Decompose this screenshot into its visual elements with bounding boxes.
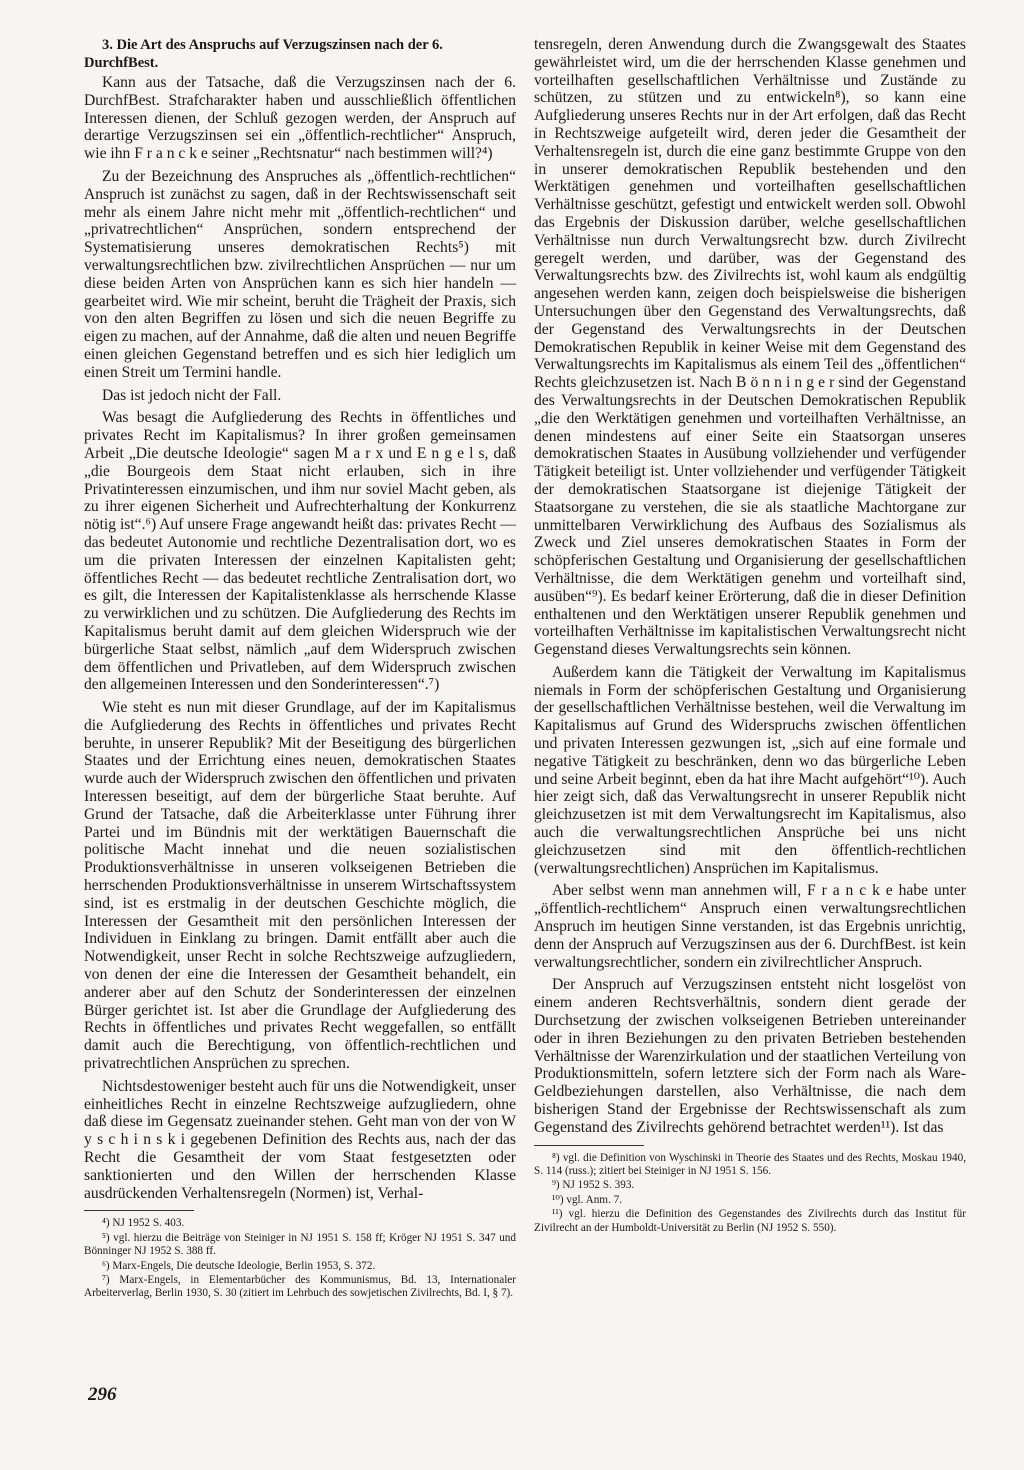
footnote: ⁸) vgl. die Definition von Wyschinski in Theorie des Staates und des Rechts, Moskau 1940, S. 114 (russ.); zitiert bei Steiniger in NJ 1951 S. 156. — [534, 1151, 966, 1178]
body-paragraph: Wie steht es nun mit dieser Grundlage, auf der im Kapitalismus die Aufgliederung des Rechts in öffentliches und privates Recht beruhte, in unserer Republik? Mit der Beseitigung des bürgerlichen Staates und der Errichtung eines neuen, demokratischen Staates wurde auch der Widerspruch zwischen den öffentlichen und privaten Interessen beseitigt, auf dem der bürgerliche Staat beruhte. Auf Grund der Tatsache, daß die Arbeiterklasse unter Führung ihrer Partei und im Bündnis mit der werktätigen Bauernschaft die politische Macht innehat und die neuen sozialistischen Produktionsverhältnisse in unseren volkseigenen Betrieben die herrschenden Produktionsverhältnisse in unserem Wirtschaftssystem sind, ist es erstmalig in der deutschen Geschichte möglich, die Interessen der Gesamtheit mit den persönlichen Interessen der Individuen in Einklang zu bringen. Damit entfällt aber auch die Notwendigkeit, unser Recht in solche Rechtszweige aufzugliedern, von denen der eine die Interessen der Gesamtheit behandelt, ein anderer aber auf den Schutz der Sonderinteressen der einzelnen Bürger gerichtet ist. Ist aber die Grundlage der Aufgliederung des Rechts in öffentliches und privates Recht weggefallen, so entfällt damit auch die Berechtigung, von öffentlich-rechtlichen und privatrechtlichen Ansprüchen zu sprechen. — [84, 699, 516, 1073]
footnote: ⁷) Marx-Engels, in Elementarbücher des Kommunismus, Bd. 13, Internationaler Arbeiterverlag, Berlin 1930, S. 30 (zitiert im Lehrbuch des sowjetischen Zivilrechts, Bd. I, § 7). — [84, 1274, 516, 1300]
body-paragraph: tensregeln, deren Anwendung durch die Zwangsgewalt des Staates gewährleistet wird, um die der herrschenden Klasse genehmen und vorteilhaften gesellschaftlichen Verhältnisse und Zustände zu schützen, zu stützen und zu entwickeln⁸), so kann eine Aufgliederung unseres Rechts nur in der Art erfolgen, daß das Recht in Rechtszweige aufgeteilt wird, deren jeder die Gesamtheit der Verhaltensregeln ist, durch die eine ganz bestimmte Gruppe von den in unserer demokratischen Republik bestehenden und den Werktätigen genehmen und vorteilhaften gesellschaftlichen Verhältnisse geschützt, gefestigt und entwickelt werden soll. Obwohl das Ergebnis der Diskussion darüber, welche gesellschaftlichen Verhältnisse nun durch Verwaltungsrecht bzw. durch Zivilrecht geregelt werden, und darüber, was der Gegenstand des Verwaltungsrechts bzw. des Zivilrechts ist, wohl kaum als endgültig angesehen werden kann, zeigen doch beispielsweise die bisherigen Untersuchungen über den Gegenstand des Verwaltungsrechts, daß der Gegenstand des Verwaltungsrechts in der Deutschen Demokratischen Republik in keiner Weise mit dem Gegenstand des Verwaltungsrechts im Kapitalismus als einem Teil des „öffentlichen“ Rechts gleichzusetzen ist. Nach B ö n n i n g e r sind der Gegenstand des Verwaltungsrechts in der Deutschen Demokratischen Republik „die den Werktätigen genehmen und vorteilhaften Verhältnisse, an denen mindestens auf einer Seite ein Staatsorgan unseres demokratischen Staates in Ausübung vollziehender und verfügender Tätigkeit beteiligt ist. Unter vollziehender und verfügender Tätigkeit der demokratischen Staatsorgane ist diejenige Tätigkeit der Staatsorgane zu verstehen, die sie als staatliche Machtorgane zur unmittelbaren Verwirklichung des Aufbaus des Sozialismus als Zweck und Ziel unseres demokratischen Staates in Form der schöpferischen Gestaltung und Organisierung der gesellschaftlichen Verhältnisse, die dem Werktätigen genehm und vorteilhaft sind, ausüben“⁹). Es bedarf keiner Erörterung, daß die in dieser Definition enthaltenen und den Werktätigen unserer Republik genehmen und vorteilhaften Verhältnisse im kapitalistischen Verwaltungsrecht nicht Gegenstand dieses Verwaltungsrechts sein können. — [534, 36, 966, 659]
body-paragraph: Außerdem kann die Tätigkeit der Verwaltung im Kapitalismus niemals in Form der schöpferischen Gestaltung und Organisierung der gesellschaftlichen Verhältnisse bestehen, weil die Verwaltung im Kapitalismus auf Grund des Widerspruchs zwischen öffentlichen und privaten Interessen gezwungen ist, „sich auf eine formale und negative Tätigkeit zu beschränken, denn wo das bürgerliche Leben und seine Arbeit beginnt, eben da hat ihre Macht aufgehört“¹⁰). Auch hier zeigt sich, daß das Verwaltungsrecht in unserer Republik nicht gleichzusetzen ist mit dem Verwaltungsrecht im Kapitalismus, also auch die verwaltungsrechtlichen Ansprüche bei uns nicht gleichzusetzen sind mit den öffentlich-rechtlichen (verwaltungsrechtlichen) Ansprüchen im Kapitalismus. — [534, 663, 966, 877]
body-paragraph: Was besagt die Aufgliederung des Rechts in öffentliches und privates Recht im Kapitalismus? In ihrer großen gemeinsamen Arbeit „Die deutsche Ideologie“ sagen M a r x und E n g e l s, daß „die Bourgeois dem Staat nicht erlauben, sich in ihre Privatinteressen einzumischen, und ihm nur soviel Macht geben, als zu ihrer eigenen Sicherheit und Aufrechterhaltung der Konkurrenz nötig ist“.⁶) Auf unsere Frage angewandt heißt das: privates Recht — das bedeutet Autonomie und rechtliche Dezentralisation dort, wo es um die privaten Interessen der einzelnen Kapitalisten geht; öffentliches Recht — das bedeutet rechtliche Zentralisation dort, wo es gilt, die Interessen der Kapitalistenklasse als herrschende Klasse zu verwirklichen und zu schützen. Die Aufgliederung des Rechts im Kapitalismus beruht damit auf dem gleichen Widerspruch wie der bürgerliche Staat selbst, nämlich „auf dem Widerspruch zwischen dem öffentlichen und Privatleben, auf dem Widerspruch zwischen den allgemeinen Interessen und den Sonderinteressen“.⁷) — [84, 409, 516, 694]
body-paragraph: Aber selbst wenn man annehmen will, F r a n c k e habe unter „öffentlich-rechtlichem“ Anspruch einen verwaltungsrechtlichen Anspruch im heutigen Sinne verstanden, ist das Ergebnis unrichtig, denn der Anspruch auf Verzugszinsen aus der 6. DurchfBest. ist kein verwaltungsrechtlicher, sondern ein zivilrechtlicher Anspruch. — [534, 882, 966, 971]
body-paragraph: Nichtsdestoweniger besteht auch für uns die Notwendigkeit, unser einheitliches Recht in einzelne Rechtszweige aufzugliedern, ohne daß diese im Gegensatz zueinander stehen. Geht man von der von W y s c h i n s k i gegebenen Definition des Rechts aus, nach der das Recht die Gesamtheit der vom Staat festgesetzten oder sanktionierten und den Willen der herrschenden Klasse ausdrückenden Verhaltensregeln (Normen) ist, Verhal- — [84, 1077, 516, 1202]
body-paragraph: Kann aus der Tatsache, daß die Verzugszinsen nach der 6. DurchfBest. Strafcharakter haben und ausschließlich öffentlichen Interessen dienen, der Schluß gezogen werden, der Anspruch auf derartige Verzugszinsen sei ein „öffentlich-rechtlicher“ Anspruch, wie ihn F r a n c k e seiner „Rechtsnatur“ nach bestimmen will?⁴) — [84, 74, 516, 163]
body-paragraph: Der Anspruch auf Verzugszinsen entsteht nicht losgelöst von einem anderen Rechtsverhältnis, sondern dient gerade der Durchsetzung der zwischen volkseigenen Betrieben untereinander oder in ihren Beziehungen zu den privaten Betrieben bestehenden Verhältnisse der Warenzirkulation und der staatlichen Verteilung von Produktionsmitteln, sofern letztere sich der Form nach als Ware-Geldbeziehungen darstellen, also Verhältnisse, die nach dem bisherigen Stand der Ergebnisse der Rechtswissenschaft als zum Gegenstand des Zivilrechts gehörend betrachtet werden¹¹). Ist das — [534, 976, 966, 1136]
page-number: 296 — [88, 1384, 117, 1405]
body-paragraph: Zu der Bezeichnung des Anspruches als „öffentlich-rechtlichen“ Anspruch ist zunächst zu sagen, daß in der Rechtswissenschaft seit mehr als einem Jahre nicht mehr mit „öffentlich-rechtlichen“ und „privatrechtlichen“ Ansprüchen, sondern entsprechend der Systematisierung unseres demokratischen Rechts⁵) mit verwaltungsrechtlichen bzw. zivilrechtlichen Ansprüchen — nur um diese beiden Arten von Ansprüchen kann es sich hier handeln — gearbeitet wird. Wie mir scheint, beruht die Trägheit der Praxis, sich von den alten Begriffen zu lösen und sich die neuen Begriffe zu eigen zu machen, auf der Annahme, daß die alten und neuen Begriffe einen gleichen Gegenstand betreffen und es sich hier lediglich um einen Streit um Termini handle. — [84, 167, 516, 381]
footnote: ⁵) vgl. hierzu die Beiträge von Steiniger in NJ 1951 S. 158 ff; Kröger NJ 1951 S. 347 und Bönninger NJ 1952 S. 388 ff. — [84, 1231, 516, 1258]
footnote: ⁴) NJ 1952 S. 403. — [102, 1217, 185, 1230]
right-column — [534, 36, 966, 1236]
footnote: ¹⁰) vgl. Anm. 7. — [552, 1193, 622, 1206]
body-paragraph: Das ist jedoch nicht der Fall. — [102, 386, 282, 404]
section-heading: 3. Die Art des Anspruchs auf Verzugszinsen nach der 6. DurchfBest. — [84, 37, 443, 71]
left-column — [84, 36, 516, 1302]
footnote: ¹¹) vgl. hierzu die Definition des Gegenstandes des Zivilrechts durch das Institut für Zivilrecht an der Humboldt-Universität zu Berlin (NJ 1952 S. 550). — [534, 1208, 966, 1234]
footnote-divider — [84, 1210, 194, 1211]
footnote: ⁹) NJ 1952 S. 393. — [552, 1179, 635, 1192]
footnote-divider — [534, 1145, 644, 1146]
footnote: ⁶) Marx-Engels, Die deutsche Ideologie, Berlin 1953, S. 372. — [102, 1259, 376, 1272]
